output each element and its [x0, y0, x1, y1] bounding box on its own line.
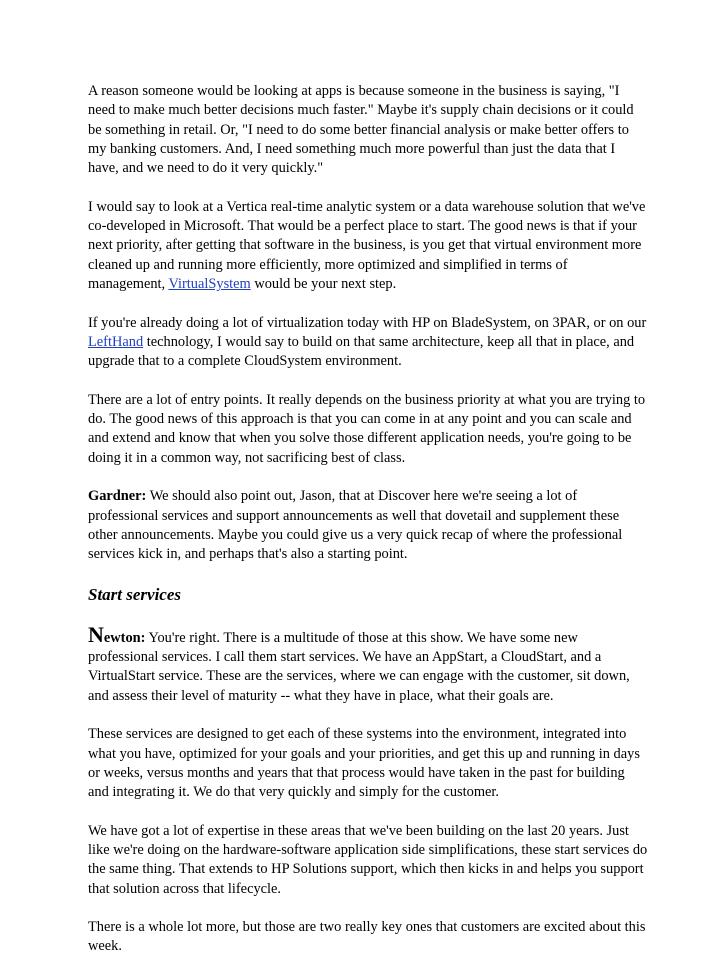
paragraph-2: [88, 198, 648, 294]
paragraph-2-text: I would say to look at a Vertica real-time analytic system or a data warehouse solution that we've co-developed in Microsoft. That would be a perfect place to start. The good news is that if your next priority, after getting that software in the business, is you get that virtual environment more cleaned up and running more efficiently, more optimized and simplified in terms of management,: [88, 198, 646, 292]
paragraph-4: There are a lot of entry points. It really depends on the business priority at what you are trying to do. The good news of this approach is that you can come in at any point and you can scale and and extend and know that when you solve those different application needs, you're going to be doing it in a common way, not sacrificing best of class.: [88, 391, 646, 466]
virtualsystem-link[interactable]: VirtualSystem: [168, 275, 251, 292]
paragraph-3-text: If you're already doing a lot of virtualization today with HP on BladeSystem, on 3PAR, or on our: [88, 314, 647, 331]
lefthand-link[interactable]: LeftHand: [88, 333, 144, 350]
paragraph-6-text: You're right. There is a multitude of those at this show. We have some new professional services. I call them start services. We have an AppStart, a CloudStart, and a VirtualStart service. These are the services, where we can engage with the customer, sit down, and assess their level of maturity -- what they have in place, what their goals are.: [88, 629, 630, 704]
paragraph-5: [88, 487, 648, 564]
paragraph-3-tail: technology, I would say to build on that same architecture, keep all that in place, and upgrade that to a complete CloudSystem environment.: [88, 333, 635, 370]
speaker-newton-rest: ewton:: [103, 629, 146, 646]
paragraph-8: We have got a lot of expertise in these areas that we've been building on the last 20 years. Just like we're doing on the hardware-software application side simplifications, these start services do the same thing. That extends to HP Solutions support, which then kicks in and helps you support that solution across that lifecycle.: [88, 822, 648, 897]
paragraph-3: [88, 314, 648, 372]
drop-cap: N: [88, 621, 104, 647]
paragraph-7: These services are designed to get each of these systems into the environment, integrated into what you have, optimized for your goals and your priorities, and get this up and running in days or weeks, versus months and years that that process would have taken in the past for building and integrating it. We do that very quickly and simply for the customer.: [88, 726, 640, 801]
article-body: [88, 82, 648, 976]
speaker-gardner: Gardner:: [88, 488, 147, 505]
paragraph-1: A reason someone would be looking at apps is because someone in the business is saying, "I need to make much better decisions much faster." Maybe it's supply chain decisions or it could be something in retail. Or, "I need to do some better financial analysis or make better offers to my banking customers. And, I need something much more powerful than just the data that I have, and we need to do it very quickly.": [88, 83, 634, 177]
paragraph-5-text: We should also point out, Jason, that at Discover here we're seeing a lot of professional services and support announcements as well that dovetail and supplement these other announcements. Maybe you could give us a very quick recap of where the professional services kick in, and perhaps that's also a starting point.: [88, 488, 623, 563]
paragraph-6: [88, 621, 648, 706]
speaker-newton: [88, 621, 146, 647]
paragraph-2-tail: would be your next step.: [250, 275, 397, 292]
section-heading: Start services: [88, 584, 182, 604]
paragraph-9: There is a whole lot more, but those are two really key ones that customers are excited about this week.: [88, 919, 646, 955]
